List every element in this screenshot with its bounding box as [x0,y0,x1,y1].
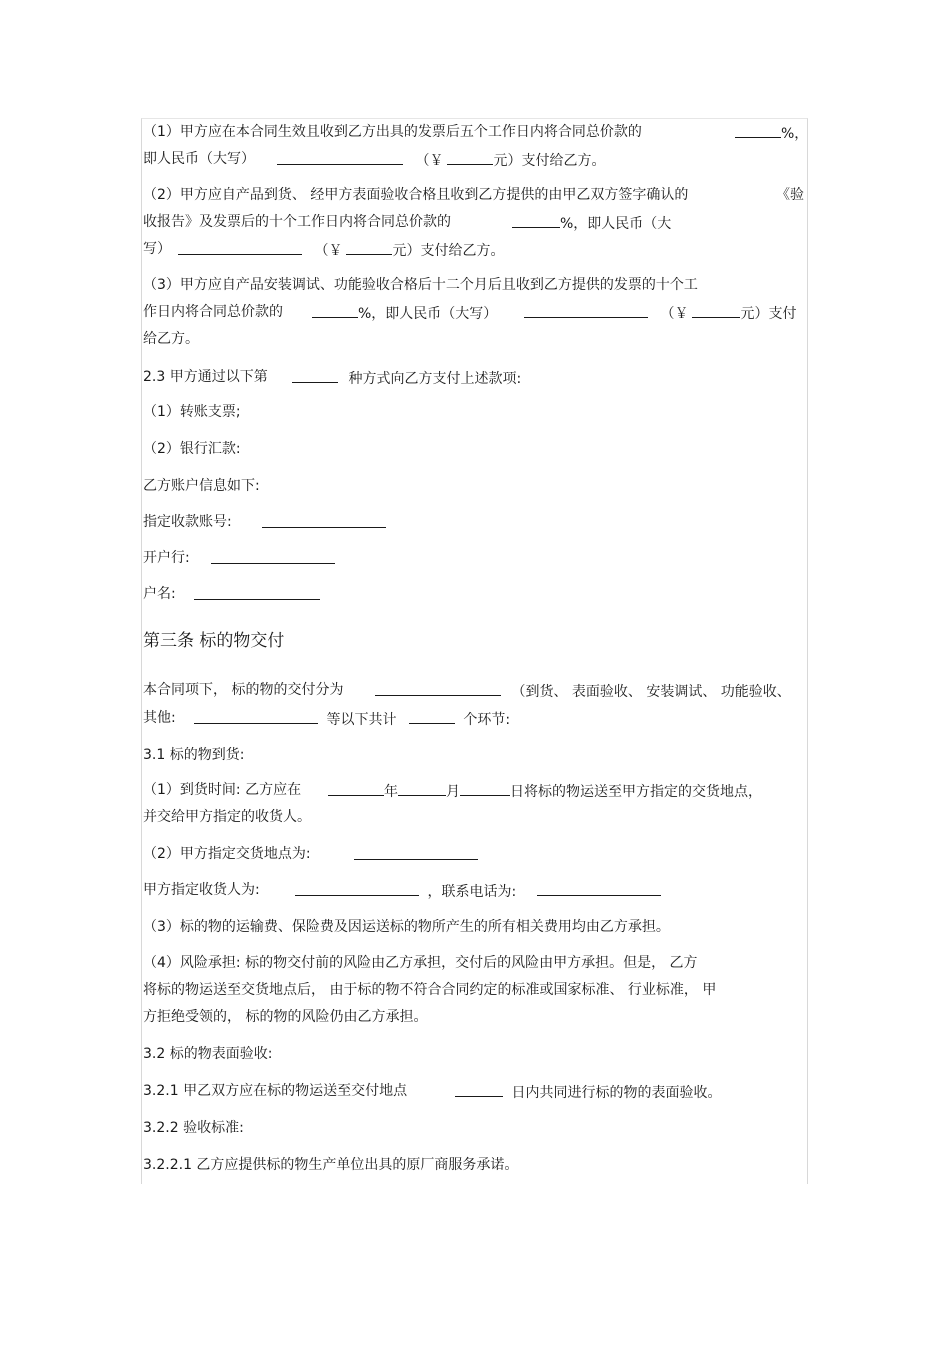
text: 3.2.2 验收标准: [143,1120,244,1136]
delivery-split-blank[interactable] [375,680,501,696]
receiver-blank[interactable] [295,880,419,896]
text: 作日内将合同总价款的 [143,304,283,320]
percent-blank[interactable] [312,302,358,318]
text: 即人民币（大写） [143,151,255,167]
account-number-blank[interactable] [262,512,386,528]
section-3-2-1 [143,1081,407,1101]
amount-number-blank[interactable] [447,149,493,165]
arrival-item-1-line-2 [143,807,311,827]
text: 元）支付给乙方。 [392,243,505,259]
stage-count-blank[interactable] [409,708,455,724]
days-blank[interactable] [455,1081,503,1097]
text: （2）甲方指定交货地点为: [143,846,311,862]
text: （4）风险承担: 标的物交付前的风险由乙方承担，交付后的风险由甲方承担。但是， 乙方 [143,955,698,971]
arrival-date-fields [328,780,762,802]
text: 3.2.1 甲乙双方应在标的物运送至交付地点 [143,1083,408,1099]
text: （1）转账支票; [143,404,241,420]
arrival-item-1-line-1 [143,780,301,800]
text: （2）甲方应自产品到货、 经甲方表面验收合格且收到乙方提供的由甲乙双方签字确认的 [143,187,689,203]
text: 收报告》及发票后的十个工作日内将合同总价款的 [143,214,451,230]
text: 写） [143,241,171,257]
text: 乙方账户信息如下: [143,478,260,494]
text: （2）银行汇款: [143,441,241,457]
account-number-row [143,512,232,532]
arrival-item-4-line-3 [143,1007,427,1027]
text: （到货、 表面验收、 安装调试、 功能验收、 [511,684,791,700]
text: 日内共同进行标的物的表面验收。 [511,1085,722,1101]
text: 月 [446,784,460,800]
receiver-row [143,880,260,900]
payment-item-3-line-1 [143,275,698,295]
arrival-item-4-line-1 [143,953,698,973]
payment-item-3-line-3 [143,329,199,349]
payment-item-2-line-2 [143,212,451,232]
delivery-intro-tail [375,680,791,702]
section-3-2-2 [143,1118,244,1138]
amount-number-blank[interactable] [346,239,392,255]
payment-item-3-line-2 [143,302,283,322]
payment-item-2-percent [512,212,671,234]
text: %， [781,126,809,142]
text: %，即人民币（大 [560,216,672,232]
phone-blank[interactable] [537,880,661,896]
section-2-3-tail [292,367,521,389]
text: 3.2 标的物表面验收: [143,1046,273,1062]
delivery-intro-line-2 [143,708,176,728]
text: 将标的物运送至交货地点后， 由于标的物不符合合同约定的标准或国家标准、 行业标准， 甲 [143,982,717,998]
bank-row [143,548,190,568]
delivery-intro-line-2-tail [194,708,510,730]
receiver-fields [295,880,661,902]
amount-words-blank[interactable] [277,149,403,165]
text: 并交给甲方指定的收货人。 [143,809,311,825]
text: （￥ [415,153,444,169]
text: ，联系电话为: [427,884,517,900]
text: 元）支付 [740,306,797,322]
account-number-field [262,512,386,534]
payment-item-1-line-2 [143,149,255,169]
text: （1）甲方应在本合同生效且收到乙方出具的发票后五个工作日内将合同总价款的 [143,124,642,140]
percent-blank[interactable] [512,212,560,228]
method-blank[interactable] [292,367,338,383]
text: 方拒绝受领的， 标的物的风险仍由乙方承担。 [143,1009,428,1025]
article-3-title [143,631,284,651]
text: 甲方指定收货人为: [143,882,260,898]
text: 户名: [143,586,176,602]
text: 日将标的物运送至甲方指定的交货地点， [510,784,762,800]
option-2 [143,439,241,459]
text: 等以下共计 [326,712,397,728]
month-blank[interactable] [398,780,446,796]
payment-item-1-percent [735,122,808,144]
text: 《验 [776,187,804,203]
text: （￥ [314,243,343,259]
section-2-3 [143,367,268,387]
section-3-2 [143,1044,272,1064]
option-1 [143,402,241,422]
payment-item-3-amount [524,302,796,324]
text: 年 [384,784,398,800]
text: %，即人民币（大写） [358,306,498,322]
day-blank[interactable] [460,780,510,796]
amount-words-blank[interactable] [524,302,648,318]
amount-words-blank[interactable] [178,239,302,255]
text: 给乙方。 [143,331,199,347]
text: 第三条 标的物交付 [143,631,285,651]
text: 指定收款账号: [143,514,232,530]
text: 开户行: [143,550,190,566]
text: 种方式向乙方支付上述款项: [348,371,522,387]
account-name-field [194,584,320,606]
section-3-2-1-tail [455,1081,721,1103]
text: 本合同项下， 标的物的交付分为 [143,682,344,698]
delivery-location-blank[interactable] [354,844,478,860]
text: 2.3 甲方通过以下第 [143,369,268,385]
other-blank[interactable] [194,708,318,724]
text: 3.1 标的物到货: [143,747,245,763]
payment-item-1-line-1 [143,122,642,142]
text: （￥ [660,306,689,322]
payment-item-1-amount [277,149,605,171]
text: 个环节: [463,712,511,728]
section-3-2-2-1 [143,1155,518,1175]
arrival-item-3 [143,917,670,937]
account-name-blank[interactable] [194,584,320,600]
payment-item-3-percent [312,302,497,324]
bank-blank[interactable] [211,548,335,564]
text: （3）标的物的运输费、保险费及因运送标的物所产生的所有相关费用均由乙方承担。 [143,919,670,935]
delivery-intro-line-1 [143,680,343,700]
arrival-item-2 [143,844,311,864]
section-3-1 [143,745,244,765]
payment-item-2-tail [776,185,804,205]
text: 元）支付给乙方。 [493,153,606,169]
text: 其他: [143,710,176,726]
text: （3）甲方应自产品安装调试、功能验收合格后十二个月后且收到乙方提供的发票的十个工 [143,277,698,293]
delivery-location-field [354,844,478,866]
text: （1）到货时间: 乙方应在 [143,782,302,798]
percent-blank[interactable] [735,122,781,138]
bank-field [211,548,335,570]
account-info [143,476,260,496]
text: 3.2.2.1 乙方应提供标的物生产单位出具的原厂商服务承诺。 [143,1157,519,1173]
account-name-row [143,584,176,604]
payment-item-2-line-3 [143,239,171,259]
amount-number-blank[interactable] [692,302,740,318]
payment-item-2-line-1 [143,185,688,205]
payment-item-2-amount [178,239,504,261]
arrival-item-4-line-2 [143,980,716,1000]
year-blank[interactable] [328,780,384,796]
